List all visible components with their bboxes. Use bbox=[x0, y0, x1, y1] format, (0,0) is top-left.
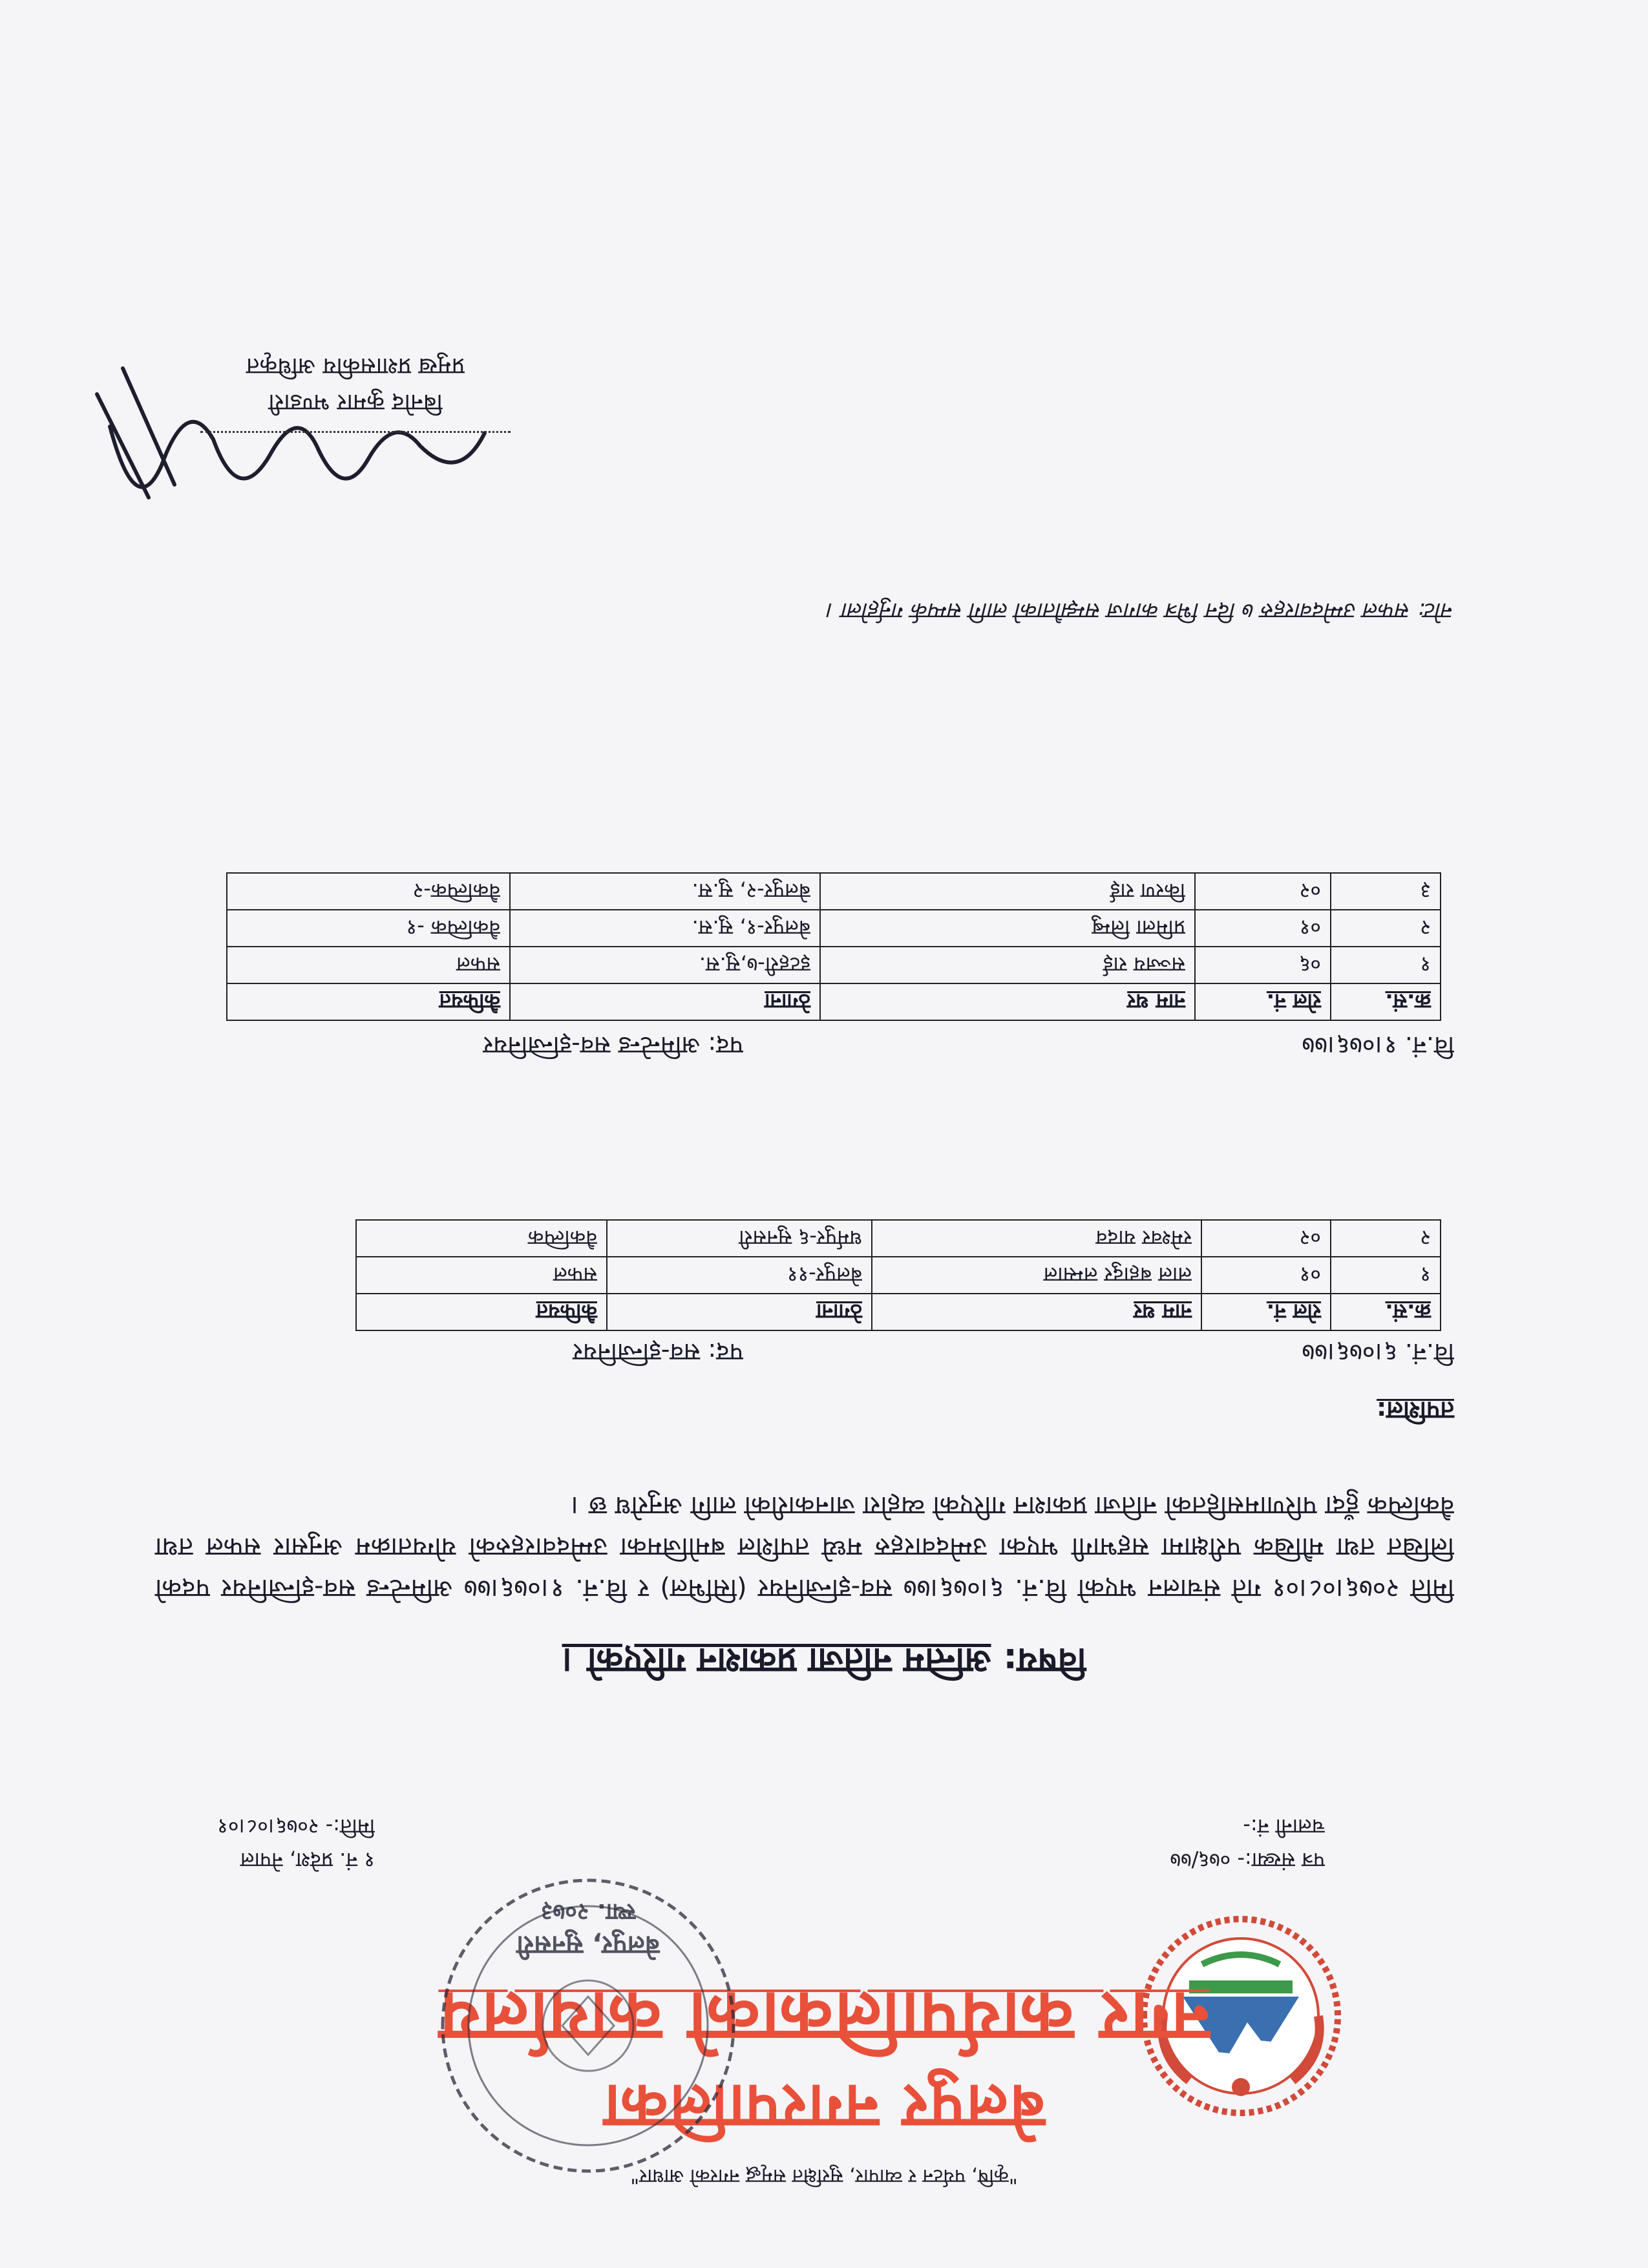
advert-2-number: वि.नं. १।०७६।७७ bbox=[1302, 1031, 1454, 1060]
advert-1-post: पद: सव-इन्जिनियर bbox=[573, 1338, 743, 1367]
signature-icon bbox=[58, 304, 511, 562]
cell-serial: १ bbox=[1331, 947, 1441, 983]
table-row bbox=[227, 873, 1441, 910]
advert-2-post: पद: अमिन्टेन्ड सव-इन्जिनियर bbox=[483, 1031, 743, 1060]
table-row bbox=[227, 910, 1441, 947]
table-header-row bbox=[356, 1294, 1441, 1330]
cell-name: प्रमिला लिम्बु bbox=[820, 910, 1195, 947]
col-name: नाम थर bbox=[872, 1294, 1201, 1330]
col-remarks: कैफियत bbox=[227, 983, 510, 1020]
office-subtitle: नगर कार्यपालिकाको कार्यालय bbox=[438, 1977, 1210, 2057]
col-address: ठेगाना bbox=[607, 1294, 872, 1330]
result-table-1 bbox=[355, 1219, 1441, 1331]
note-text: नोट: सफल उम्मेदवारहरु ७ दिन भित्र कागज सम्झौताको लागि सम्पर्क गर्नुहोला । bbox=[827, 598, 1454, 624]
cell-address: धर्मपुर-६ सुनसरी bbox=[607, 1220, 872, 1257]
cell-remarks: वैकल्पिक-२ bbox=[227, 873, 510, 910]
col-serial: क्र.सं. bbox=[1331, 983, 1441, 1020]
cell-roll: ०६ bbox=[1195, 947, 1331, 983]
cell-address: बेलपुर-११ bbox=[607, 1257, 872, 1294]
cell-roll: ०१ bbox=[1195, 910, 1331, 947]
cell-name: रमेश्वर यादव bbox=[872, 1220, 1201, 1257]
office-stamp bbox=[436, 1874, 740, 2178]
slogan: "कृषि, पर्यटन र व्यापार, सुरक्षित समृद्ध नगरको आधार" bbox=[630, 2165, 1018, 2187]
col-remarks: कैफियत bbox=[356, 1294, 607, 1330]
result-table-2 bbox=[226, 872, 1441, 1021]
col-roll: रोल नं. bbox=[1201, 1294, 1331, 1330]
letter-meta-left bbox=[1170, 1810, 1325, 1877]
cell-name: सञ्जय राई bbox=[820, 947, 1195, 983]
cell-serial: २ bbox=[1331, 1220, 1441, 1257]
signature-line bbox=[200, 431, 511, 433]
body-paragraph: मिति २०७६।०८।०१ गते संचालन भएको वि.नं. ६।०७६।७७ सव-इन्जिनियर (सिभिल) र वि.नं. १।०७६।७७ अमिन्टेन्ड सव-इन्जिनियर पदको लिखित तथा मौखिक परीक्षामा सहभागी भएका उम्मेदवारहरु मध्ये तपशिल बमोजिमका उम्मेदवारहरुको योग्यताक्रम अनुसार सफल तथा वैकल्पिक हुँदा परिणामसहितको नतिजा प्रकाशन गरिएको व्यहोरा जानकारीको लागि अनुरोध छ । bbox=[155, 1491, 1454, 1603]
advert-1-number: वि.नं. ६।०७६।७७ bbox=[1302, 1338, 1454, 1367]
cell-serial: २ bbox=[1331, 910, 1441, 947]
office-name: बेलपुर नगरपालिका bbox=[603, 2071, 1045, 2143]
letter-number: पत्र संख्या:- ०७६/७७ bbox=[1170, 1848, 1325, 1873]
stamp-text-1: बेलपुर, सुनसरी bbox=[516, 1930, 660, 1960]
signatory-block bbox=[194, 348, 517, 420]
cell-address: बेलपुर-१, सु.स. bbox=[510, 910, 820, 947]
letter-date: मिति:- २०७६।०८।०१ bbox=[217, 1814, 375, 1839]
dispatch-number: चलानी नं:- bbox=[1243, 1814, 1325, 1839]
cell-serial: ३ bbox=[1331, 873, 1441, 910]
cell-name: लाल बहादुर लम्साल bbox=[872, 1257, 1201, 1294]
col-serial: क्र.सं. bbox=[1331, 1294, 1441, 1330]
cell-remarks: सफल bbox=[227, 947, 510, 983]
signatory-title: प्रमुख प्रशासकीय अधिकृत bbox=[246, 353, 465, 379]
cell-roll: ०२ bbox=[1195, 873, 1331, 910]
cell-name: किरण राई bbox=[820, 873, 1195, 910]
col-name: नाम थर bbox=[820, 983, 1195, 1020]
cell-roll: ०२ bbox=[1201, 1220, 1331, 1257]
cell-serial: १ bbox=[1331, 1257, 1441, 1294]
cell-roll: ०१ bbox=[1201, 1257, 1331, 1294]
col-roll: रोल नं. bbox=[1195, 983, 1331, 1020]
signatory-name: बिनोद कुमार भण्डारी bbox=[268, 389, 443, 415]
office-address: १ नं. प्रदेश, नेपाल bbox=[240, 1848, 375, 1873]
stamp-text-2: स्था. २०७३ bbox=[540, 1898, 636, 1925]
subject-prefix: विषय: bbox=[1003, 1641, 1086, 1681]
subject-text: अन्तिम नतिजा प्रकाशन गरिएको । bbox=[562, 1641, 991, 1681]
cell-remarks: वैकल्पिक -१ bbox=[227, 910, 510, 947]
table-row bbox=[356, 1257, 1441, 1294]
table-header-row bbox=[227, 983, 1441, 1020]
details-label: तपशिल: bbox=[1377, 1396, 1454, 1425]
cell-remarks: वैकल्पिक bbox=[356, 1220, 607, 1257]
cell-address: इटहरी-७,सु.स. bbox=[510, 947, 820, 983]
col-address: ठेगाना bbox=[510, 983, 820, 1020]
cell-remarks: सफल bbox=[356, 1257, 607, 1294]
letter-meta-right bbox=[217, 1810, 375, 1877]
table-row bbox=[227, 947, 1441, 983]
table-row bbox=[356, 1220, 1441, 1257]
cell-address: बेलपुर-२, सु.स. bbox=[510, 873, 820, 910]
subject-line bbox=[0, 1639, 1648, 1686]
